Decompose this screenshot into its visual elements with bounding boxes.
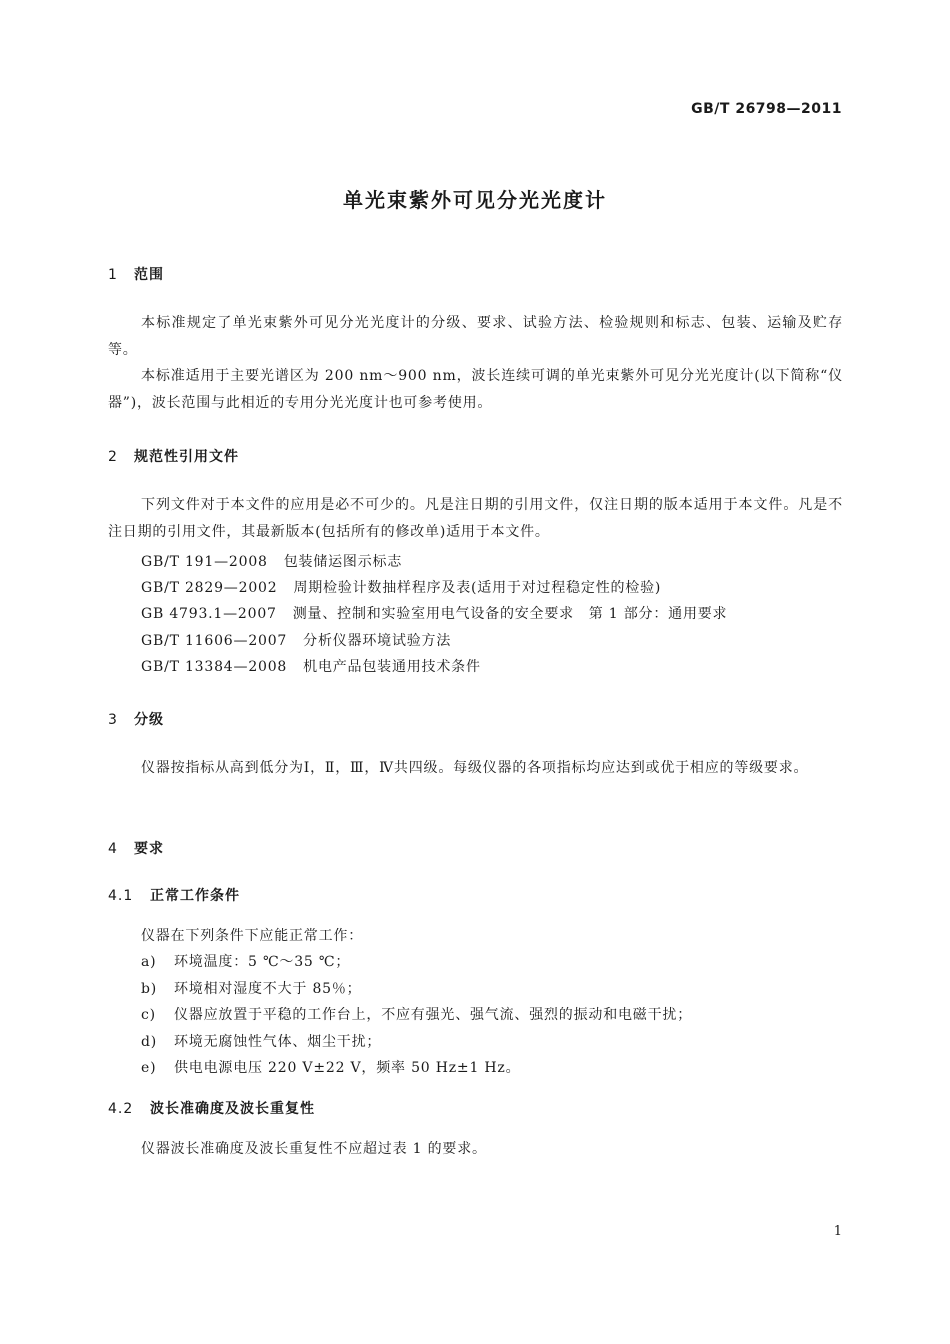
- section-title: 正常工作条件: [150, 888, 240, 904]
- section-4-2-heading: [108, 1098, 315, 1118]
- paragraph: 本标准规定了单光束紫外可见分光光度计的分级、要求、试验方法、检验规则和标志、包装、运输及贮存等。: [108, 315, 843, 358]
- section-4-1-heading: [108, 885, 240, 905]
- section-2-heading: [108, 446, 239, 466]
- condition-item: [141, 1057, 520, 1077]
- section-4-heading: [108, 838, 164, 858]
- condition-item: [141, 1004, 692, 1024]
- paragraph: 本标准适用于主要光谱区为 200 nm～900 nm，波长连续可调的单光束紫外可见分光光度计(以下简称“仪器”)，波长范围与此相近的专用分光光度计也可参考使用。: [108, 368, 843, 411]
- document-title: 单光束紫外可见分光光度计: [343, 188, 607, 212]
- item-text: 环境无腐蚀性气体、烟尘干扰；: [174, 1034, 382, 1050]
- item-text: 仪器应放置于平稳的工作台上，不应有强光、强气流、强烈的振动和电磁干扰；: [174, 1007, 692, 1023]
- item-label: c): [141, 1007, 156, 1023]
- conditions-intro: 仪器在下列条件下应能正常工作：: [141, 928, 363, 944]
- section-3-heading: [108, 709, 164, 729]
- paragraph: 下列文件对于本文件的应用是必不可少的。凡是注日期的引用文件，仅注日期的版本适用于本文件。凡是不注日期的引用文件，其最新版本(包括所有的修改单)适用于本文件。: [108, 497, 843, 540]
- section-number: 3: [108, 712, 118, 728]
- reference-code: GB/T 11606—2007: [141, 633, 288, 649]
- item-label: a): [141, 954, 157, 970]
- section-number: 4.1: [108, 888, 134, 904]
- standard-code: GB/T 26798—2011: [691, 101, 842, 117]
- item-label: d): [141, 1034, 158, 1050]
- condition-item: [141, 978, 361, 998]
- reference-code: GB/T 2829—2002: [141, 580, 278, 596]
- section-title: 要求: [134, 841, 164, 857]
- condition-item: [141, 951, 350, 971]
- section-title: 分级: [134, 712, 164, 728]
- item-label: e): [141, 1060, 157, 1076]
- paragraph: 仪器按指标从高到低分为Ⅰ，Ⅱ，Ⅲ，Ⅳ共四级。每级仪器的各项指标均应达到或优于相应的等级要求。: [141, 760, 809, 776]
- reference-item: [141, 603, 727, 623]
- reference-title: 分析仪器环境试验方法: [303, 633, 452, 649]
- reference-item: [141, 577, 661, 597]
- section-number: 4.2: [108, 1101, 134, 1117]
- item-label: b): [141, 981, 158, 997]
- page-number: 1: [833, 1224, 842, 1239]
- reference-title: 测量、控制和实验室用电气设备的安全要求 第 1 部分：通用要求: [292, 606, 728, 622]
- reference-item: [141, 630, 451, 650]
- section-number: 2: [108, 449, 118, 465]
- reference-code: GB 4793.1—2007: [141, 606, 277, 622]
- reference-item: [141, 656, 481, 676]
- condition-item: [141, 1031, 381, 1051]
- reference-title: 周期检验计数抽样程序及表(适用于对过程稳定性的检验): [293, 580, 662, 596]
- section-number: 1: [108, 267, 118, 283]
- section-number: 4: [108, 841, 118, 857]
- section-title: 波长准确度及波长重复性: [150, 1101, 315, 1117]
- section-title: 规范性引用文件: [134, 449, 239, 465]
- item-text: 供电电源电压 220 V±22 V，频率 50 Hz±1 Hz。: [174, 1060, 521, 1076]
- reference-code: GB/T 13384—2008: [141, 659, 288, 675]
- reference-title: 包装储运图示标志: [283, 554, 403, 570]
- paragraph: 仪器波长准确度及波长重复性不应超过表 1 的要求。: [141, 1141, 487, 1157]
- reference-item: [141, 551, 402, 571]
- reference-title: 机电产品包装通用技术条件: [303, 659, 481, 675]
- item-text: 环境相对湿度不大于 85％；: [174, 981, 362, 997]
- section-title: 范围: [134, 267, 164, 283]
- item-text: 环境温度：5 ℃～35 ℃；: [174, 954, 351, 970]
- section-1-heading: [108, 264, 164, 284]
- reference-code: GB/T 191—2008: [141, 554, 268, 570]
